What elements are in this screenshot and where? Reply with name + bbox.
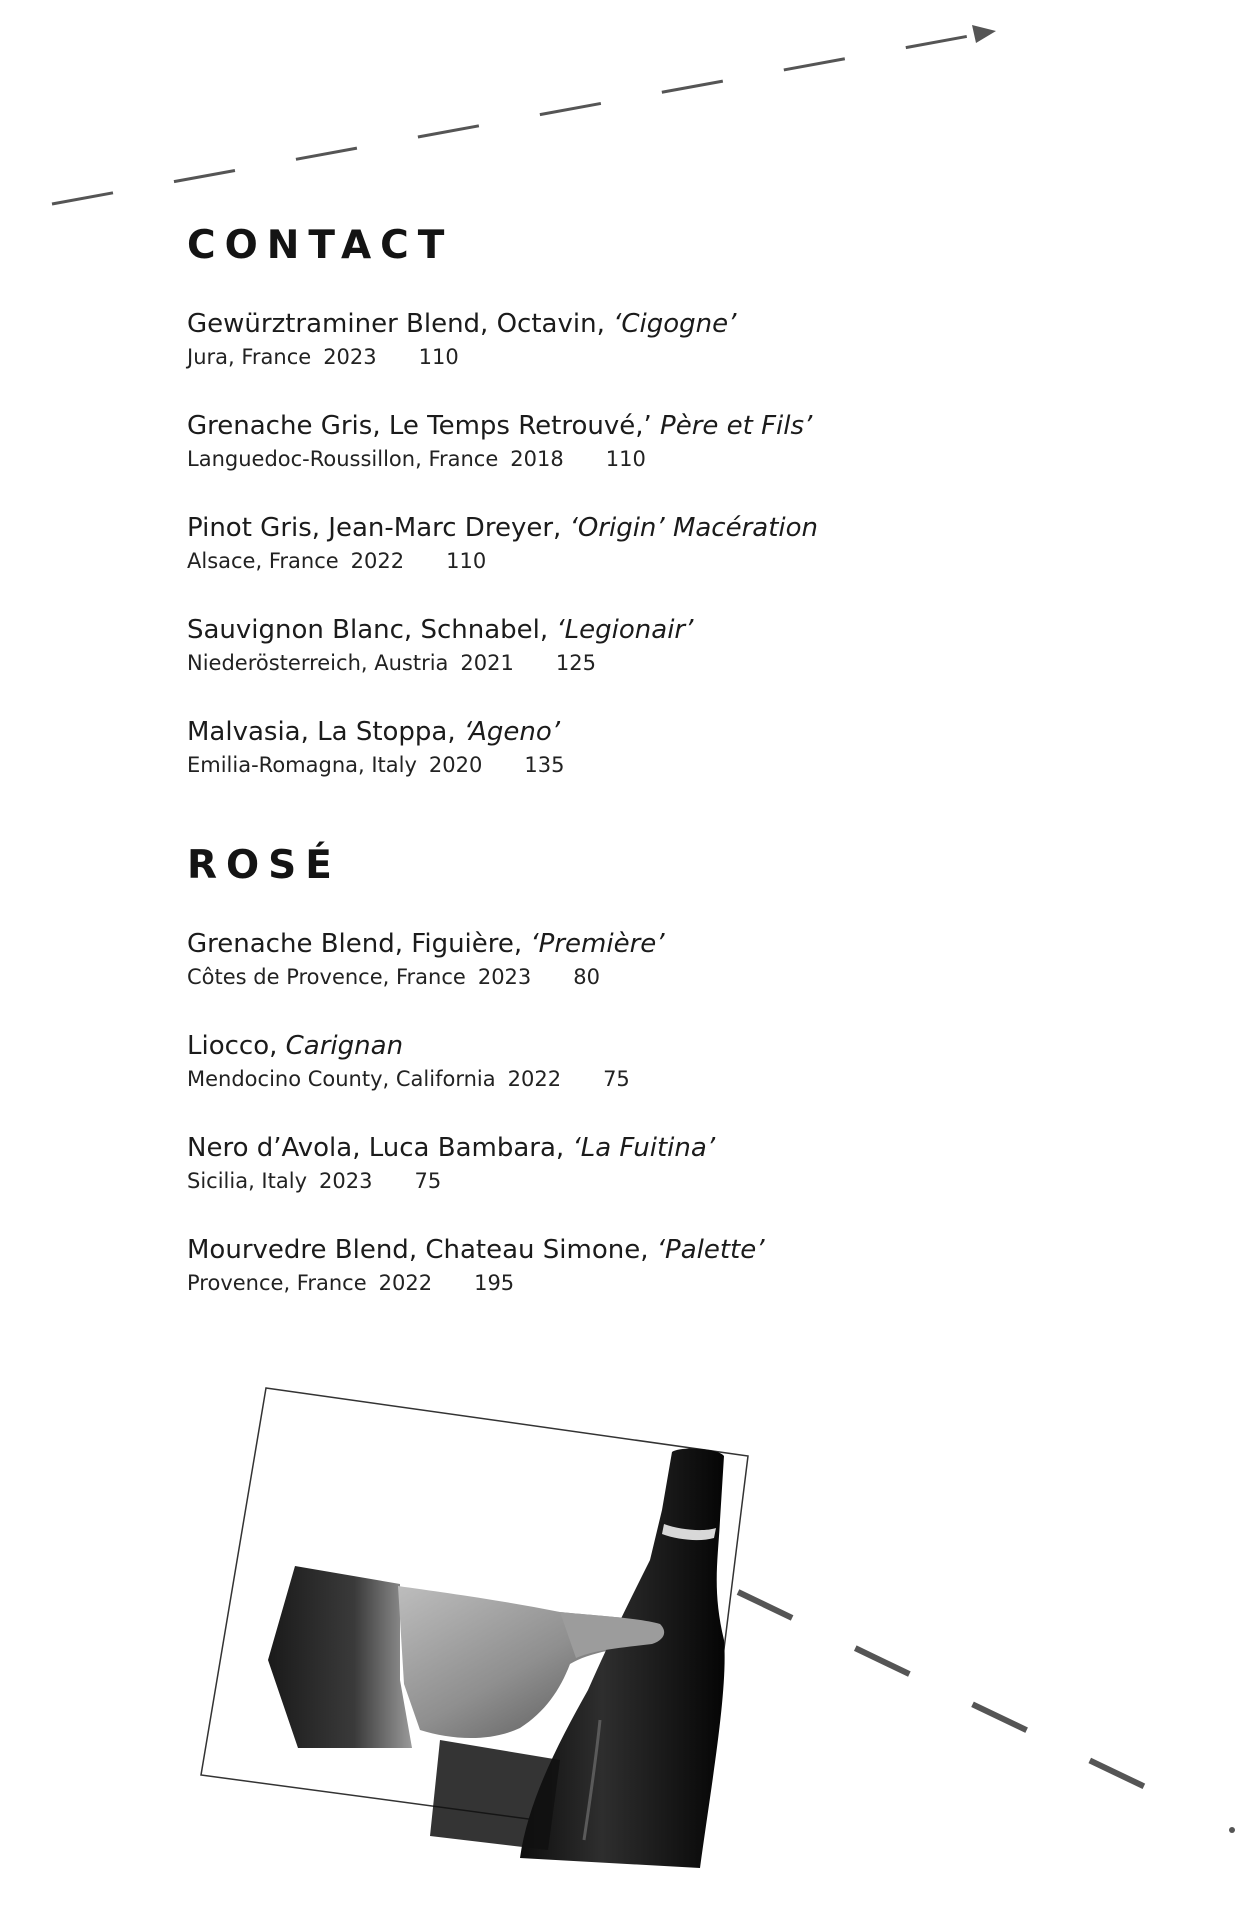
wine-name-line [187, 306, 1087, 342]
wine-details-line [187, 1166, 1087, 1196]
wine-entry [187, 510, 1087, 612]
photo-arm [268, 1566, 412, 1748]
wine-cuvee: ‘Legionair’ [556, 615, 694, 645]
wine-year: 2023 [477, 965, 532, 989]
wine-cuvee: ‘Première’ [530, 929, 665, 959]
wine-details-line [187, 1268, 1087, 1298]
wine-details-line [187, 444, 1087, 474]
wine-name: Grenache Blend, Figuière, [187, 929, 531, 959]
wine-region: Languedoc-Roussillon, France [187, 447, 499, 471]
section-title: ROSÉ [187, 843, 341, 888]
wine-price: 75 [414, 1169, 442, 1193]
wine-details-line [187, 1064, 1087, 1094]
wine-price: 110 [418, 345, 459, 369]
wine-year: 2022 [378, 1271, 433, 1295]
section-title: CONTACT [187, 223, 454, 268]
wine-entry [187, 1232, 1087, 1334]
wine-name: Pinot Gris, Jean-Marc Dreyer, [187, 513, 570, 543]
wine-region: Jura, France [187, 345, 312, 369]
wine-name: Grenache Gris, Le Temps Retrouvé,’ [187, 411, 661, 441]
wine-name-line [187, 612, 1087, 648]
wine-price: 110 [605, 447, 646, 471]
wine-year: 2020 [428, 753, 483, 777]
wine-region: Sicilia, Italy [187, 1169, 307, 1193]
wine-year: 2022 [350, 549, 405, 573]
wine-name-line [187, 510, 1087, 546]
wine-region: Côtes de Provence, France [187, 965, 466, 989]
wine-details-line [187, 546, 1087, 576]
wine-year: 2021 [460, 651, 514, 675]
wine-name: Gewürztraminer Blend, Octavin, [187, 309, 614, 339]
wine-entry [187, 926, 1087, 1028]
wine-entry [187, 1130, 1087, 1232]
wine-name: Nero d’Avola, Luca Bambara, [187, 1133, 573, 1163]
wine-year: 2023 [319, 1169, 373, 1193]
wine-details-line [187, 750, 1087, 780]
wine-year: 2022 [507, 1067, 562, 1091]
wine-cuvee: ‘La Fuitina’ [572, 1133, 716, 1163]
wine-price: 125 [555, 651, 596, 675]
wine-details-line [187, 342, 1087, 372]
wine-details-line [187, 962, 1087, 992]
wine-entry [187, 306, 1087, 408]
wine-entry [187, 1028, 1087, 1130]
wine-cuvee: Père et Fils’ [660, 411, 813, 441]
wine-entry [187, 408, 1087, 510]
wine-region: Alsace, France [187, 549, 339, 573]
section-contact [187, 222, 1087, 816]
wine-name: Malvasia, La Stoppa, [187, 717, 464, 747]
wine-name-line [187, 714, 1087, 750]
wine-name-line [187, 1232, 1087, 1268]
wine-cuvee: ‘Ageno’ [463, 717, 561, 747]
wine-name: Sauvignon Blanc, Schnabel, [187, 615, 557, 645]
wine-entry [187, 714, 1087, 816]
wine-region: Emilia-Romagna, Italy [187, 753, 417, 777]
wine-year: 2018 [510, 447, 564, 471]
wine-price: 135 [524, 753, 565, 777]
wine-region: Provence, France [187, 1271, 367, 1295]
wine-name-line [187, 408, 1087, 444]
wine-price: 110 [446, 549, 487, 573]
wine-price: 75 [603, 1067, 630, 1091]
wine-region: Mendocino County, California [187, 1067, 496, 1091]
wine-price: 80 [573, 965, 601, 989]
wine-cuvee: ‘Origin’ Macération [569, 513, 819, 543]
wine-cuvee: Carignan [285, 1031, 404, 1061]
wine-name: Mourvedre Blend, Chateau Simone, [187, 1235, 657, 1265]
wine-entry [187, 612, 1087, 714]
wine-year: 2023 [323, 345, 377, 369]
section-rose [187, 842, 1087, 1334]
wine-details-line [187, 648, 1087, 678]
wine-region: Niederösterreich, Austria [187, 651, 449, 675]
wine-name-line [187, 926, 1087, 962]
wine-name: Liocco, [187, 1031, 286, 1061]
wine-price: 195 [474, 1271, 515, 1295]
wine-cuvee: ‘Cigogne’ [613, 309, 737, 339]
wine-cuvee: ‘Palette’ [656, 1235, 765, 1265]
wine-name-line [187, 1028, 1087, 1064]
wine-name-line [187, 1130, 1087, 1166]
